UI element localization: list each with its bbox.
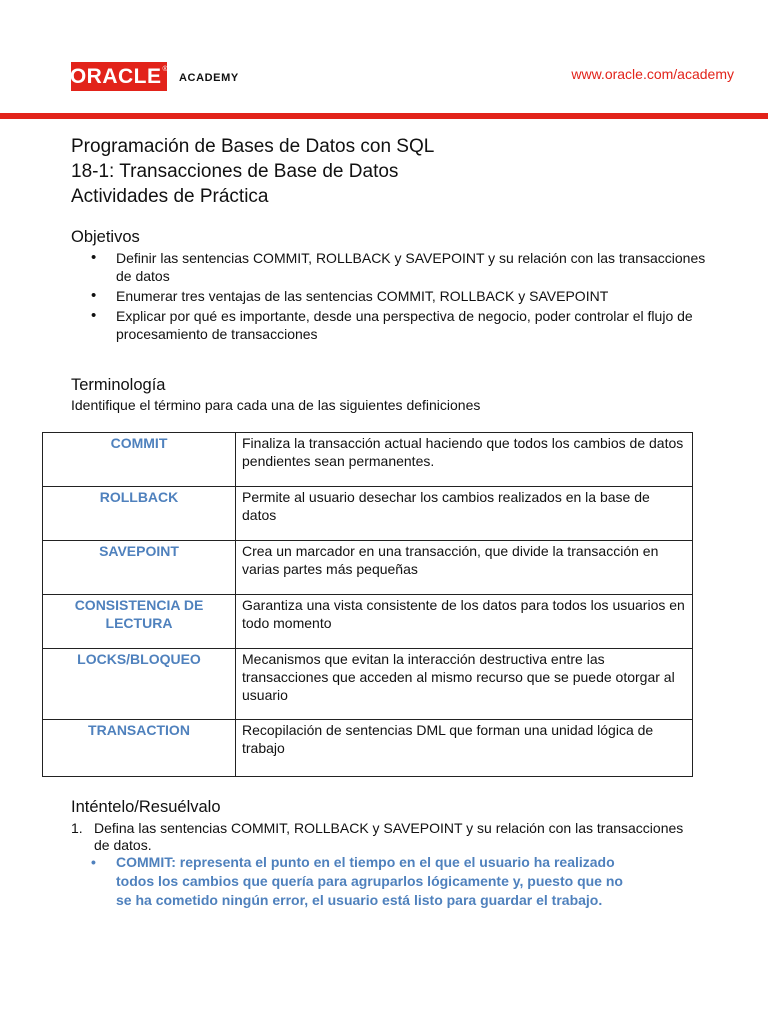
- term-cell: ROLLBACK: [43, 487, 236, 541]
- term-cell: CONSISTENCIA DE LECTURA: [43, 595, 236, 649]
- registered-mark: ®: [162, 66, 169, 73]
- objectives-list: [71, 249, 711, 345]
- academy-label: ACADEMY: [179, 72, 239, 84]
- definition-cell: Mecanismos que evitan la interacción destructiva entre las transacciones que acceden al mismo recurso que se puede otorgar al usuario: [236, 649, 693, 720]
- definition-cell: Recopilación de sentencias DML que forman una unidad lógica de trabajo: [236, 720, 693, 777]
- term-cell: TRANSACTION: [43, 720, 236, 777]
- list-item: • Definir las sentencias COMMIT, ROLLBACK y SAVEPOINT y su relación con las transacciones de datos: [71, 249, 711, 285]
- term-cell: SAVEPOINT: [43, 541, 236, 595]
- table-row: [43, 649, 693, 720]
- header-divider: [0, 113, 768, 119]
- terminology-heading: Terminología: [71, 376, 166, 394]
- question-1: [71, 820, 691, 854]
- table-row: [43, 433, 693, 487]
- logo-text: ORACLE: [69, 64, 162, 88]
- oracle-logo: [71, 62, 167, 91]
- definition-cell: Permite al usuario desechar los cambios realizados en la base de datos: [236, 487, 693, 541]
- terminology-table: [42, 432, 693, 777]
- course-title: Programación de Bases de Datos con SQL: [71, 136, 435, 157]
- list-item: • Explicar por qué es importante, desde una perspectiva de negocio, poder controlar el flujo de procesamiento de transacciones: [71, 307, 711, 343]
- page-header: [0, 0, 768, 92]
- term-cell: LOCKS/BLOQUEO: [43, 649, 236, 720]
- lesson-title: 18-1: Transacciones de Base de Datos: [71, 161, 399, 182]
- activity-title: Actividades de Práctica: [71, 186, 269, 207]
- bullet-icon: •: [91, 854, 96, 870]
- definition-cell: Crea un marcador en una transacción, que divide la transacción en varias partes más pequeñas: [236, 541, 693, 595]
- definition-cell: Garantiza una vista consistente de los datos para todos los usuarios en todo momento: [236, 595, 693, 649]
- document-titles: [71, 134, 434, 209]
- question-text: Defina las sentencias COMMIT, ROLLBACK y SAVEPOINT y su relación con las transacciones de datos.: [94, 820, 684, 853]
- try-it-heading: Inténtelo/Resuélvalo: [71, 798, 221, 816]
- table-row: [43, 720, 693, 777]
- table-row: [43, 487, 693, 541]
- definition-cell: Finaliza la transacción actual haciendo que todos los cambios de datos pendientes sean permanentes.: [236, 433, 693, 487]
- answer-1: [71, 853, 631, 910]
- list-item: • Enumerar tres ventajas de las sentencias COMMIT, ROLLBACK y SAVEPOINT: [71, 287, 711, 305]
- term-cell: COMMIT: [43, 433, 236, 487]
- academy-url-link[interactable]: www.oracle.com/academy: [571, 66, 734, 82]
- table-row: [43, 595, 693, 649]
- table-row: [43, 541, 693, 595]
- objectives-heading: Objetivos: [71, 228, 140, 246]
- answer-text: COMMIT: representa el punto en el tiempo en el que el usuario ha realizado todos los cambios que quería para agruparlos lógicamente y, puesto que no se ha cometido ningún error, el usuario está listo para guardar el trabajo.: [116, 854, 623, 908]
- question-number: 1.: [71, 820, 83, 836]
- terminology-instructions: Identifique el término para cada una de las siguientes definiciones: [71, 397, 481, 413]
